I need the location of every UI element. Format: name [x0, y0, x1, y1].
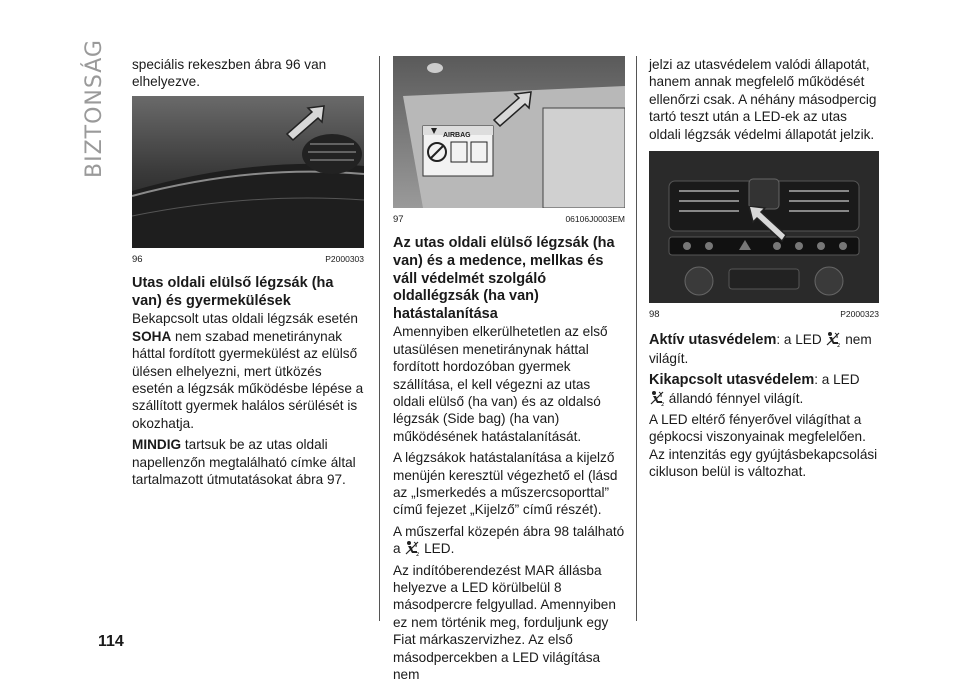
figure-96-caption [132, 251, 364, 268]
svg-text:2: 2 [661, 401, 665, 406]
figure-98-caption [649, 306, 879, 323]
arrow-icon [489, 90, 539, 130]
figure-code: 06106J0003EM [565, 214, 625, 224]
paragraph-soha: Bekapcsolt utas oldali légzsák esetén SOHA nem szabad menetiránynak háttal fordított gyermekülést az elülső ülésen elhelyezni, mert ütközés esetén a légzsák működésbe lépése a szállított gyermek halálos sérülését is okozhatja. [132, 311, 364, 431]
passenger-airbag-off-icon [649, 390, 665, 406]
figure-96-dashboard [132, 96, 364, 248]
figure-number: 97 [393, 214, 404, 225]
page-number: 114 [98, 633, 124, 650]
figure-code: P2000323 [840, 309, 879, 320]
arrow-icon [282, 104, 332, 144]
column-2 [393, 56, 625, 688]
column-1 [132, 56, 364, 492]
sunvisor-illustration [393, 56, 625, 208]
paragraph-off: Kikapcsolt utasvédelem: a LED 2 állandó fénnyel világít. [649, 372, 860, 406]
figure-code: P2000303 [325, 253, 364, 264]
column-divider-2 [636, 56, 637, 621]
paragraph-last: A LED eltérő fényerővel világíthat a gépkocsi viszonyainak megfelelően. Az intenzitás egy gyújtásbekapcsolási cikluson belül is változhat. [649, 412, 878, 480]
paragraph-0: jelzi az utasvédelem valódi állapotát, hanem annak megfelelő működését ellenőrzi csak. A néhány másodpercig tartó teszt után a LED-ek az utas oldali légzsák védelmi állapotát jelzik. [649, 57, 877, 142]
paragraph-4: Az indítóberendezést MAR állásba helyezve a LED körülbelül 8 másodpercre felgyullad. Amennyiben ez nem történik meg, forduljunk egy Fiat márkaszervizhez. Az első másodpercekben a LED világítása nem [393, 562, 616, 683]
section-heading: Utas oldali elülső légzsák (ha van) és gyermekülések [132, 275, 334, 309]
column-divider-1 [379, 56, 380, 621]
figure-97-sunvisor [393, 56, 625, 208]
svg-text:2: 2 [416, 552, 420, 557]
section-side-title: BIZTONSÁG [82, 39, 107, 178]
svg-text:2: 2 [837, 343, 841, 348]
passenger-airbag-off-icon [825, 331, 841, 347]
section-heading: Az utas oldali elülső légzsák (ha van) és a medence, mellkas és váll védelmét szolgáló oldallégzsák (ha van) hatástalanítása [393, 235, 615, 322]
paragraph-active: Aktív utasvédelem: a LED 2 nem világít. [649, 332, 872, 366]
figure-97-caption [393, 211, 625, 228]
paragraph-mindig: MINDIG tartsuk be az utas oldali napellenzőn megtalálható címke által tartalmazott útmutatásokat ábra 97. [132, 437, 356, 488]
arrow-icon [737, 206, 787, 246]
intro-text: speciális rekeszben ábra 96 van elhelyezve. [132, 57, 327, 90]
paragraph-2: A légzsákok hatástalanítása a kijelző menüjén keresztül végezhető el (lásd az „Ismerkedés a műszercsoporttal” című fejezet „Kijelző” című részét). [393, 450, 618, 518]
paragraph-3: A műszerfal közepén ábra 98 található a 2 LED. [393, 523, 625, 557]
figure-number: 98 [649, 309, 660, 321]
figure-98-led-panel [649, 151, 879, 303]
figure-number: 96 [132, 253, 143, 265]
paragraph-1: Amennyiben elkerülhetetlen az első utasülésen menetiránynak háttal fordított hordozóban gyermek szállítása, el kell végezni az utas oldali elülső (ha van) és az oldalsó légzsák (Side bag) (ha van) működésének hatástalanítását. [393, 324, 608, 444]
column-3 [649, 56, 879, 485]
passenger-airbag-off-icon [404, 540, 420, 556]
airbag-label: AIRBAG [443, 132, 471, 139]
